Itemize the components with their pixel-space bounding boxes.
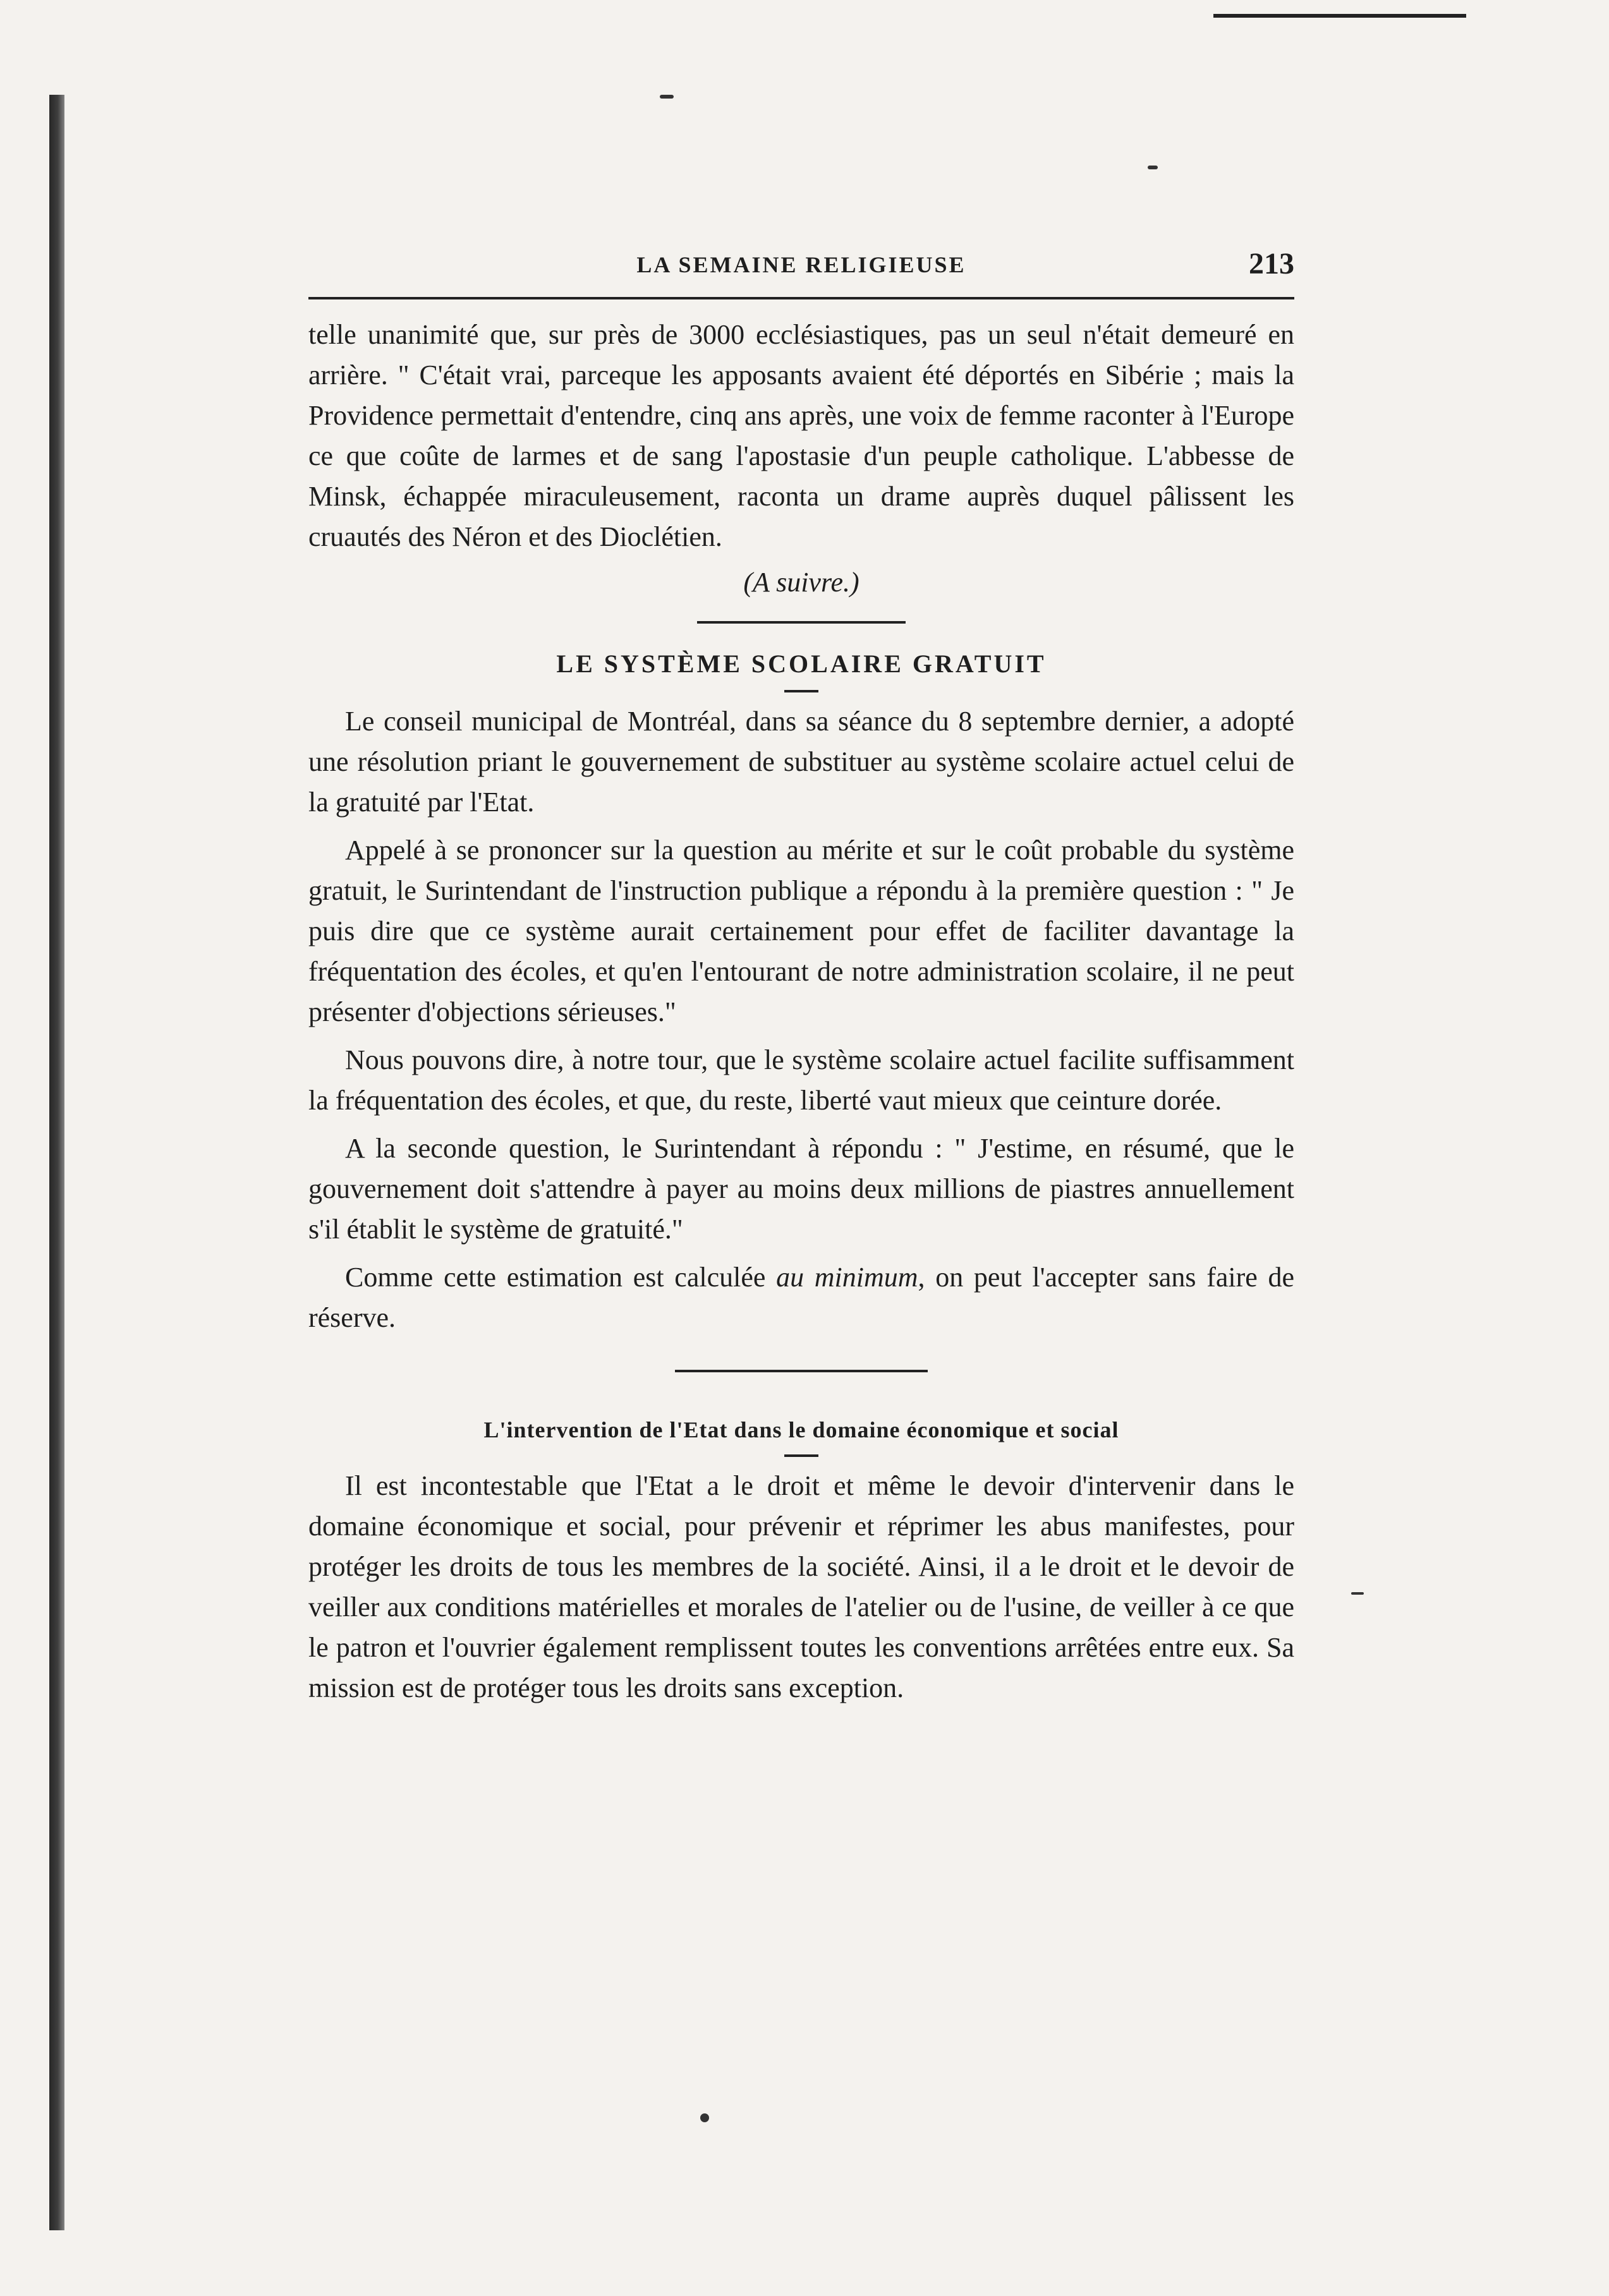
paragraph-estimation: [308, 1257, 1294, 1338]
section-title-school-system: LE SYSTÈME SCOLAIRE GRATUIT: [556, 650, 1047, 678]
section-title-state-intervention: L'intervention de l'Etat dans le domaine économique et social: [483, 1417, 1119, 1442]
ink-speck: [660, 95, 674, 99]
estimation-text-after: , on peut l'accepter sans faire de réserve.: [308, 1262, 1294, 1333]
continued-paragraph: telle unanimité que, sur près de 3000 ecclésiastiques, pas un seul n'était demeuré en arrière. " C'était vrai, parceque les apposants avaient été déportés en Sibérie ; mais la Providence permettait d'entendre, cinq ans après, une voix de femme raconter à l'Europe ce que coûte de larmes et de sang l'apostasie d'un peuple catholique. L'abbesse de Minsk, échappée miraculeusement, raconta un drame auprès duquel pâlissent les cruautés des Néron et des Dioclétien.: [308, 319, 1294, 552]
section-separator-2: [675, 1370, 928, 1372]
scan-edge-mark: [1213, 14, 1466, 18]
paragraph-council: Le conseil municipal de Montréal, dans sa séance du 8 septembre dernier, a adopté une résolution priant le gouvernement de substituer au système scolaire actuel celui de la gratuité par l'Etat.: [308, 706, 1294, 818]
ink-speck: [1351, 1592, 1364, 1595]
section-separator: [697, 621, 906, 624]
title-dash-2: [784, 1454, 818, 1457]
paragraph-superintendent-answer-2: A la seconde question, le Surintendant à répondu : " J'estime, en résumé, que le gouvernement doit s'attendre à payer au moins deux millions de piastres annuellement s'il établit le système de gratuité.": [308, 1133, 1294, 1245]
to-be-continued: (A suivre.): [743, 567, 859, 598]
estimation-emphasis: au minimum: [776, 1262, 918, 1293]
paragraph-our-view: Nous pouvons dire, à notre tour, que le système scolaire actuel facilite suffisamment la fréquentation des écoles, et que, du reste, liberté vaut mieux que ceinture dorée.: [308, 1044, 1294, 1116]
ink-speck: [700, 2113, 709, 2122]
page-number: 213: [1249, 247, 1294, 281]
title-dash: [784, 690, 818, 692]
paragraph-state-intervention: Il est incontestable que l'Etat a le droit et même le devoir d'intervenir dans le domaine économique et social, pour prévenir et réprimer les abus manifestes, pour protéger les droits de tous les membres de la société. Ainsi, il a le droit et le devoir de veiller aux conditions matérielles et morales de l'atelier ou de l'usine, de veiller à ce que le patron et l'ouvrier également remplissent toutes les conventions arrêtées entre eux. Sa mission est de protéger tous les droits sans exception.: [308, 1470, 1294, 1703]
running-head: [308, 240, 1294, 297]
printed-page: [308, 240, 1294, 1716]
ink-speck: [1148, 166, 1158, 169]
paragraph-superintendent-answer-1: Appelé à se prononcer sur la question au mérite et sur le coût probable du système gratuit, le Surintendant de l'instruction publique a répondu à la première question : " Je puis dire que ce système aurait certainement pour effet de faciliter davantage la fréquentation des écoles, et qu'en l'entourant de notre administration scolaire, il ne peut présenter d'objections sérieuses.": [308, 835, 1294, 1027]
header-rule: [308, 297, 1294, 299]
estimation-text-before: Comme cette estimation est calculée: [345, 1262, 777, 1293]
running-title: LA SEMAINE RELIGIEUSE: [636, 252, 966, 277]
book-binding-shadow: [49, 95, 64, 2230]
